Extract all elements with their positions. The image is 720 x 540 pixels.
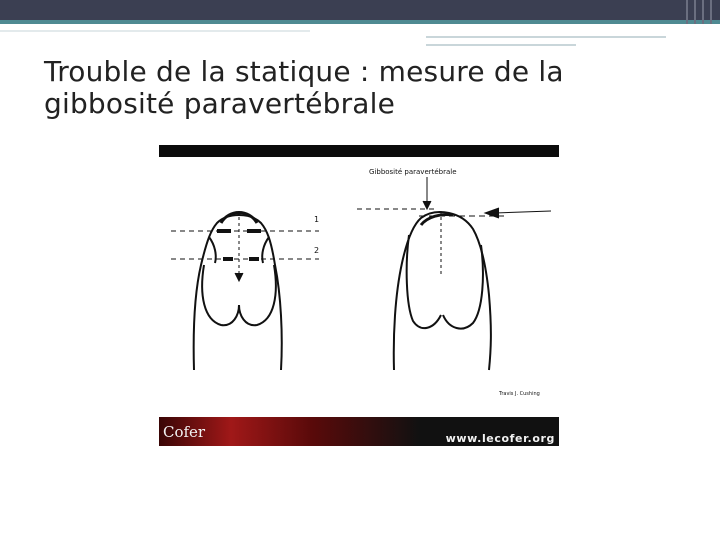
figure-caption-label: Gibbosité paravertébrale <box>369 168 457 176</box>
header-band <box>0 0 720 24</box>
website-url: www.lecofer.org <box>445 432 555 445</box>
right-back-figure <box>394 212 491 370</box>
illustration-credit: Travis J. Cushing <box>499 391 540 397</box>
header-stripe <box>426 36 666 38</box>
slide-title <box>44 56 684 120</box>
measure-marker-1: 1 <box>314 215 320 224</box>
header-stripe <box>0 30 310 32</box>
brand-logo-text: Cofer <box>163 423 206 441</box>
slide-title-line-1: Trouble de la statique : mesure de la <box>44 55 564 88</box>
back-diagram <box>159 145 559 417</box>
left-measure-lines <box>171 217 319 281</box>
slide-title-line-2: gibbosité paravertébrale <box>44 87 396 120</box>
measure-marker-2: 2 <box>314 246 320 255</box>
medical-illustration <box>159 145 559 446</box>
left-back-figure <box>194 213 282 371</box>
header-grid-decoration <box>680 0 720 24</box>
header-accent-line <box>0 20 720 24</box>
header-stripe <box>426 44 576 46</box>
right-measure-lines <box>357 177 551 275</box>
